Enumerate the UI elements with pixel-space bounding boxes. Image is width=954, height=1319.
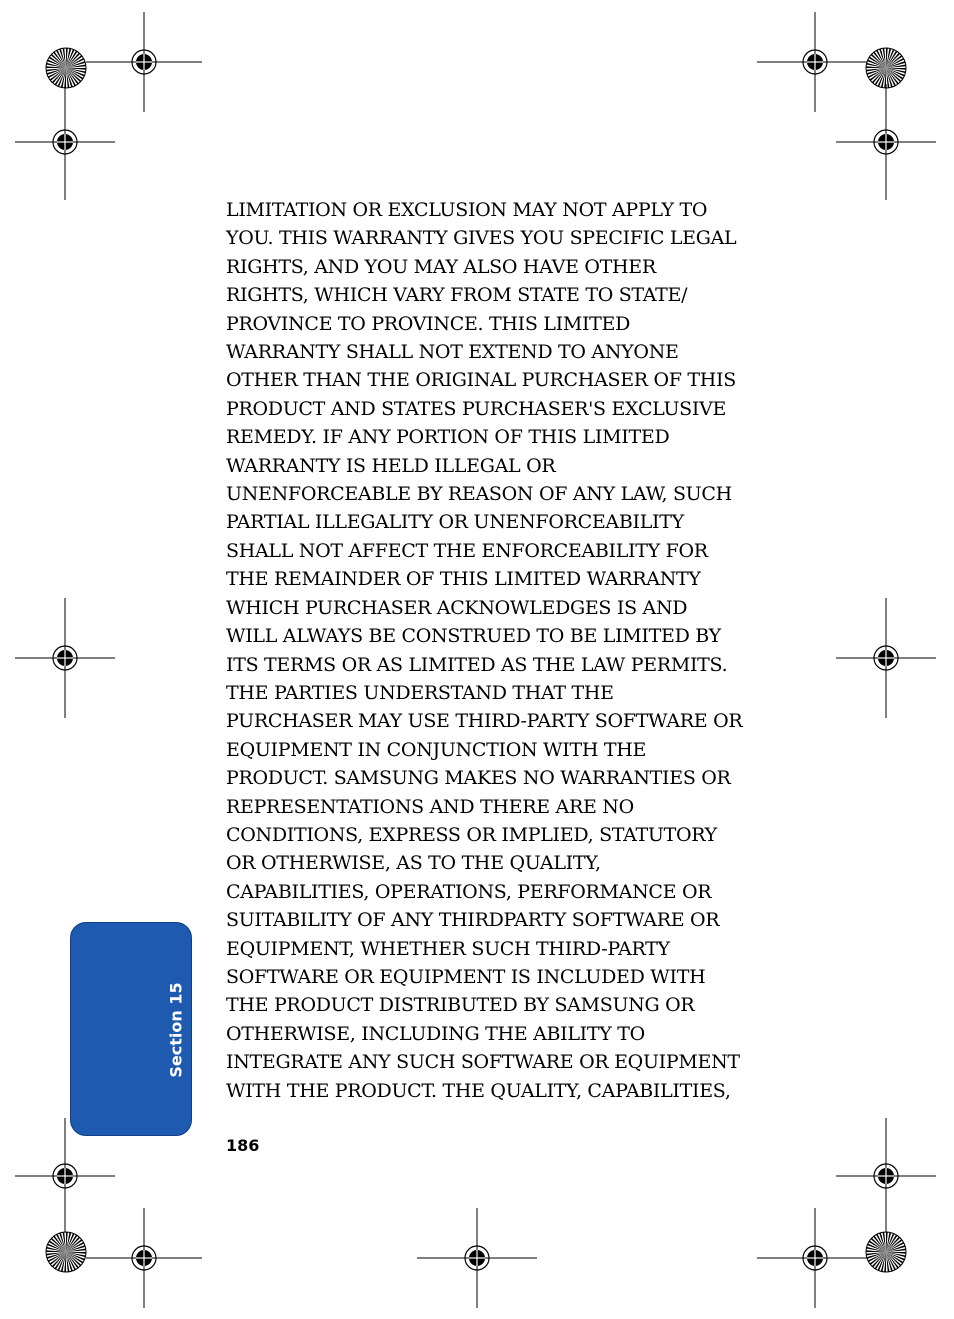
body-line: EQUIPMENT, WHETHER SUCH THIRD-PARTY [226, 937, 670, 960]
starburst-target-icon [46, 48, 86, 88]
body-line: UNENFORCEABLE BY REASON OF ANY LAW, SUCH [226, 483, 732, 506]
crosshair-registration-icon [836, 84, 936, 200]
crosshair-registration-icon [836, 598, 936, 718]
body-line: INTEGRATE ANY SUCH SOFTWARE OR EQUIPMENT [226, 1051, 740, 1074]
crosshair-registration-icon [417, 1208, 537, 1308]
body-line: ITS TERMS OR AS LIMITED AS THE LAW PERMITS. [226, 653, 728, 676]
body-line: OTHERWISE, INCLUDING THE ABILITY TO [226, 1022, 645, 1045]
body-line: THE PARTIES UNDERSTAND THAT THE [226, 681, 614, 704]
body-line: PRODUCT. SAMSUNG MAKES NO WARRANTIES OR [226, 767, 731, 790]
crosshair-registration-icon [15, 598, 115, 718]
body-line: CONDITIONS, EXPRESS OR IMPLIED, STATUTORY [226, 823, 717, 846]
body-line: LIMITATION OR EXCLUSION MAY NOT APPLY TO [226, 199, 708, 221]
body-line: SHALL NOT AFFECT THE ENFORCEABILITY FOR [226, 539, 708, 562]
page-number: 186 [226, 1136, 260, 1155]
body-line: WITH THE PRODUCT. THE QUALITY, CAPABILITIES, [226, 1079, 731, 1102]
crosshair-registration-icon [15, 1118, 115, 1234]
body-line: YOU. THIS WARRANTY GIVES YOU SPECIFIC LEGAL [226, 227, 737, 250]
body-line: WARRANTY IS HELD ILLEGAL OR [226, 454, 556, 477]
body-line: CAPABILITIES, OPERATIONS, PERFORMANCE OR [226, 880, 712, 903]
body-line: WHICH PURCHASER ACKNOWLEDGES IS AND [226, 596, 688, 619]
body-line: SUITABILITY OF ANY THIRDPARTY SOFTWARE OR [226, 909, 720, 932]
body-line: OR OTHERWISE, AS TO THE QUALITY, [226, 852, 601, 875]
body-line: THE REMAINDER OF THIS LIMITED WARRANTY [226, 568, 701, 591]
body-line: THE PRODUCT DISTRIBUTED BY SAMSUNG OR [226, 994, 695, 1017]
body-line: WILL ALWAYS BE CONSTRUED TO BE LIMITED BY [226, 625, 721, 648]
crosshair-registration-icon [757, 1208, 873, 1308]
body-line: PRODUCT AND STATES PURCHASER'S EXCLUSIVE [226, 397, 727, 420]
crosshair-registration-icon [15, 84, 115, 200]
starburst-target-icon [46, 1232, 86, 1272]
body-line: WARRANTY SHALL NOT EXTEND TO ANYONE [226, 341, 679, 364]
crosshair-registration-icon [86, 12, 202, 112]
body-line: RIGHTS, WHICH VARY FROM STATE TO STATE/ [226, 284, 688, 307]
body-line: PURCHASER MAY USE THIRD-PARTY SOFTWARE OR [226, 710, 743, 733]
body-line: EQUIPMENT IN CONJUNCTION WITH THE [226, 738, 647, 761]
body-line: RIGHTS, AND YOU MAY ALSO HAVE OTHER [226, 255, 656, 278]
body-line: REPRESENTATIONS AND THERE ARE NO [226, 795, 634, 818]
starburst-target-icon [866, 1232, 906, 1272]
body-line: REMEDY. IF ANY PORTION OF THIS LIMITED [226, 426, 670, 449]
body-line: PARTIAL ILLEGALITY OR UNENFORCEABILITY [226, 511, 684, 534]
crosshair-registration-icon [836, 1118, 936, 1234]
body-line: PROVINCE TO PROVINCE. THIS LIMITED [226, 312, 631, 335]
body-line: SOFTWARE OR EQUIPMENT IS INCLUDED WITH [226, 965, 706, 988]
crosshair-registration-icon [86, 1208, 202, 1308]
body-line: OTHER THAN THE ORIGINAL PURCHASER OF THIS [226, 369, 736, 392]
crosshair-registration-icon [757, 12, 873, 112]
section-label: Section 15 [166, 982, 186, 1078]
starburst-target-icon [866, 48, 906, 88]
